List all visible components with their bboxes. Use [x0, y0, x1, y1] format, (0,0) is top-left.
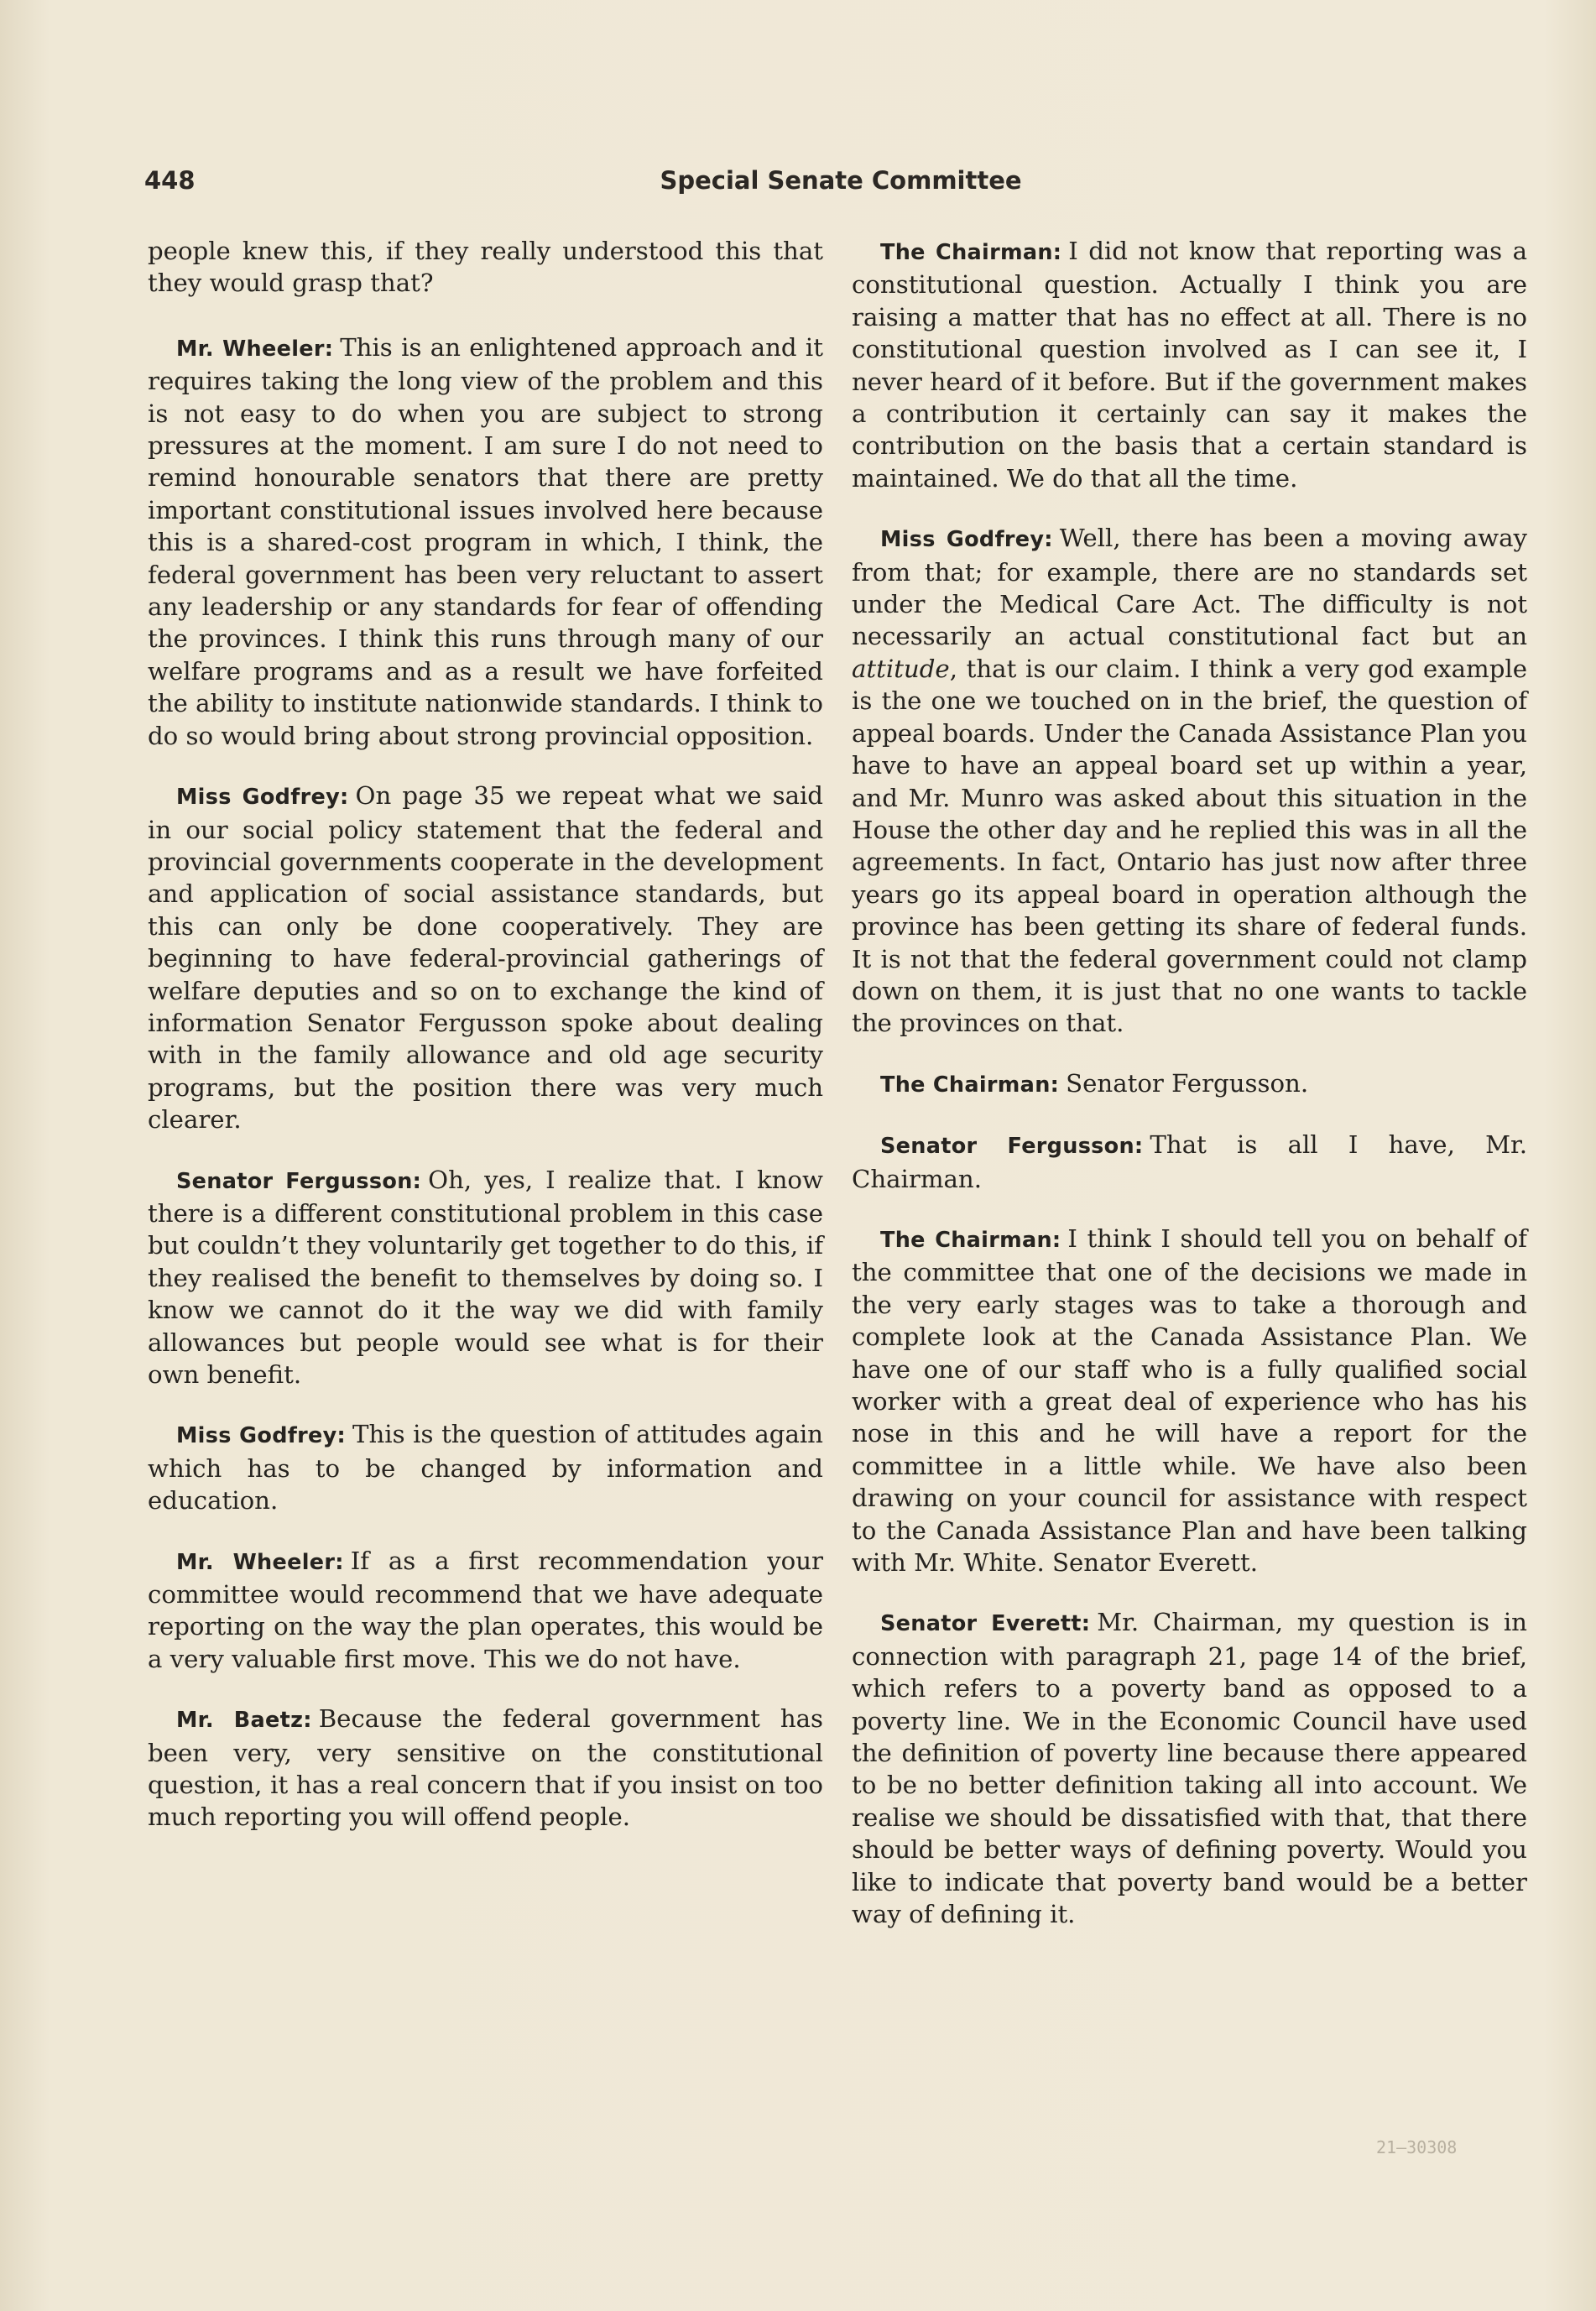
- paragraph-text: I think I should tell you on behalf of the committee that one of the decisions we made in the very early stages was to take a thorough and complete look at the Canada Assistance Plan. We have one of our staff who is a fully qualified social worker with a great deal of experience who has his nose in this and he will have a report for the committee in a little while. We have also been drawing on your council for assistance with respect to the Canada Assistance Plan and have been talking with Mr. White. Senator Everett.: [852, 1223, 1527, 1578]
- running-title: Special Senate Committee: [660, 166, 1022, 195]
- paragraph: [148, 780, 823, 1135]
- paragraph-text: If as a first recommendation your committee would recommend that we have adequate reporting on the way the plan operates, this would be a very valuable first move. This we do not have.: [148, 1546, 823, 1673]
- paragraph-text: Well, there has been a moving away from that; for example, there are no standards set under the Medical Care Act. The difficulty is not necessarily an actual constitutional fact but an attitude, that is our claim. I think a very god example is the one we touched on in the brief, the question of appeal boards. Under the Canada Assistance Plan you have to have an appeal board set up within a year, and Mr. Munro was asked about this situation in the House the other day and he replied this was in all the agreements. In fact, Ontario has just now after three years go its appeal board in operation although the province has been getting its share of federal funds. It is not that the federal government could not clamp down on them, it is just that no one wants to tackle the provinces on that.: [852, 524, 1527, 1038]
- paragraph-text: That is all I have, Mr. Chairman.: [852, 1130, 1527, 1193]
- paragraph-text: people knew this, if they really understood this that they would grasp that?: [148, 237, 823, 298]
- paragraph-text: On page 35 we repeat what we said in our social policy statement that the federal and provincial governments cooperate in the development and application of social assistance standards, but this can only be done cooperatively. They are beginning to have federal-provincial gatherings of welfare deputies and so on to exchange the kind of information Senator Fergusson spoke about dealing with in the family allowance and old age security programs, but the position there was very much clearer.: [148, 781, 823, 1135]
- speaker-name: Senator Fergusson:: [176, 1168, 422, 1194]
- paragraph: [852, 522, 1527, 1040]
- paragraph: [148, 1545, 823, 1676]
- page-number: 448: [144, 166, 196, 195]
- paragraph-text: Senator Fergusson.: [1066, 1068, 1309, 1098]
- speaker-name: The Chairman:: [880, 1072, 1060, 1098]
- paragraph: [852, 1606, 1527, 1930]
- speaker-name: Mr. Wheeler:: [176, 1549, 344, 1575]
- speaker-name: Mr. Wheeler:: [176, 336, 334, 362]
- paragraph: [852, 1223, 1527, 1578]
- speaker-name: Senator Everett:: [880, 1611, 1091, 1637]
- speaker-name: Miss Godfrey:: [880, 527, 1053, 553]
- paragraph-text: This is the question of attitudes again which has to be changed by information and education.: [148, 1420, 823, 1515]
- paragraph-text: Mr. Chairman, my question is in connection with paragraph 21, page 14 of the brief, which refers to a poverty band as opposed to a poverty line. We in the Economic Council have used the definition of poverty line because there appeared to be no better definition taking all into account. We realise we should be dissatisfied with that, that there should be better ways of defining poverty. Would you like to indicate that poverty band would be a better way of defining it.: [852, 1608, 1527, 1929]
- paragraph: [148, 1164, 823, 1391]
- paragraph-text: This is an enlightened approach and it requires taking the long view of the problem and this is not easy to do when you are subject to strong pressures at the moment. I am sure I do not need to remind honourable senators that there are pretty important constitutional issues involved here because this is a shared-cost program in which, I think, the federal government has been very reluctant to assert any leadership or any standards for fear of offending the provinces. I think this runs through many of our welfare programs and as a result we have forfeited the ability to institute nationwide standards. I think to do so would bring about strong provincial opposition.: [148, 332, 823, 750]
- left-column: [148, 235, 823, 1861]
- paragraph: [148, 1703, 823, 1834]
- paragraph: [148, 331, 823, 752]
- speaker-name: Miss Godfrey:: [176, 1423, 347, 1449]
- speaker-name: The Chairman:: [880, 240, 1062, 265]
- paragraph: [852, 1067, 1527, 1101]
- paragraph-text: Oh, yes, I realize that. I know there is a different constitutional problem in this case but couldn’t they voluntarily get together to do this, if they realised the benefit to themselves by doing so. I know we cannot do it the way we did with family allowances but people would see what is for their own benefit.: [148, 1165, 823, 1389]
- paragraph: [852, 1129, 1527, 1195]
- speaker-name: Mr. Baetz:: [176, 1708, 312, 1734]
- speaker-name: Senator Fergusson:: [880, 1134, 1144, 1160]
- paragraph: [148, 235, 823, 300]
- paragraph-text: Because the federal government has been very, very sensitive on the constitutional question, it has a real concern that if you insist on too much reporting you will offend people.: [148, 1704, 823, 1832]
- page-header: [144, 166, 1537, 205]
- speaker-name: Miss Godfrey:: [176, 785, 349, 811]
- emphasis: attitude: [852, 654, 950, 683]
- paragraph: [148, 1418, 823, 1516]
- footer-signature-mark: 21—30308: [1376, 2137, 1458, 2157]
- speaker-name: The Chairman:: [880, 1227, 1061, 1253]
- paragraph-text: I did not know that reporting was a constitutional question. Actually I think you are raising a matter that has no effect at all. There is no constitutional question involved as I can see it, I never heard of it before. But if the government makes a contribution it certainly can say it makes the contribution on the basis that a certain standard is maintained. We do that all the time.: [852, 237, 1527, 493]
- right-column: [852, 235, 1527, 1959]
- paragraph: [852, 235, 1527, 494]
